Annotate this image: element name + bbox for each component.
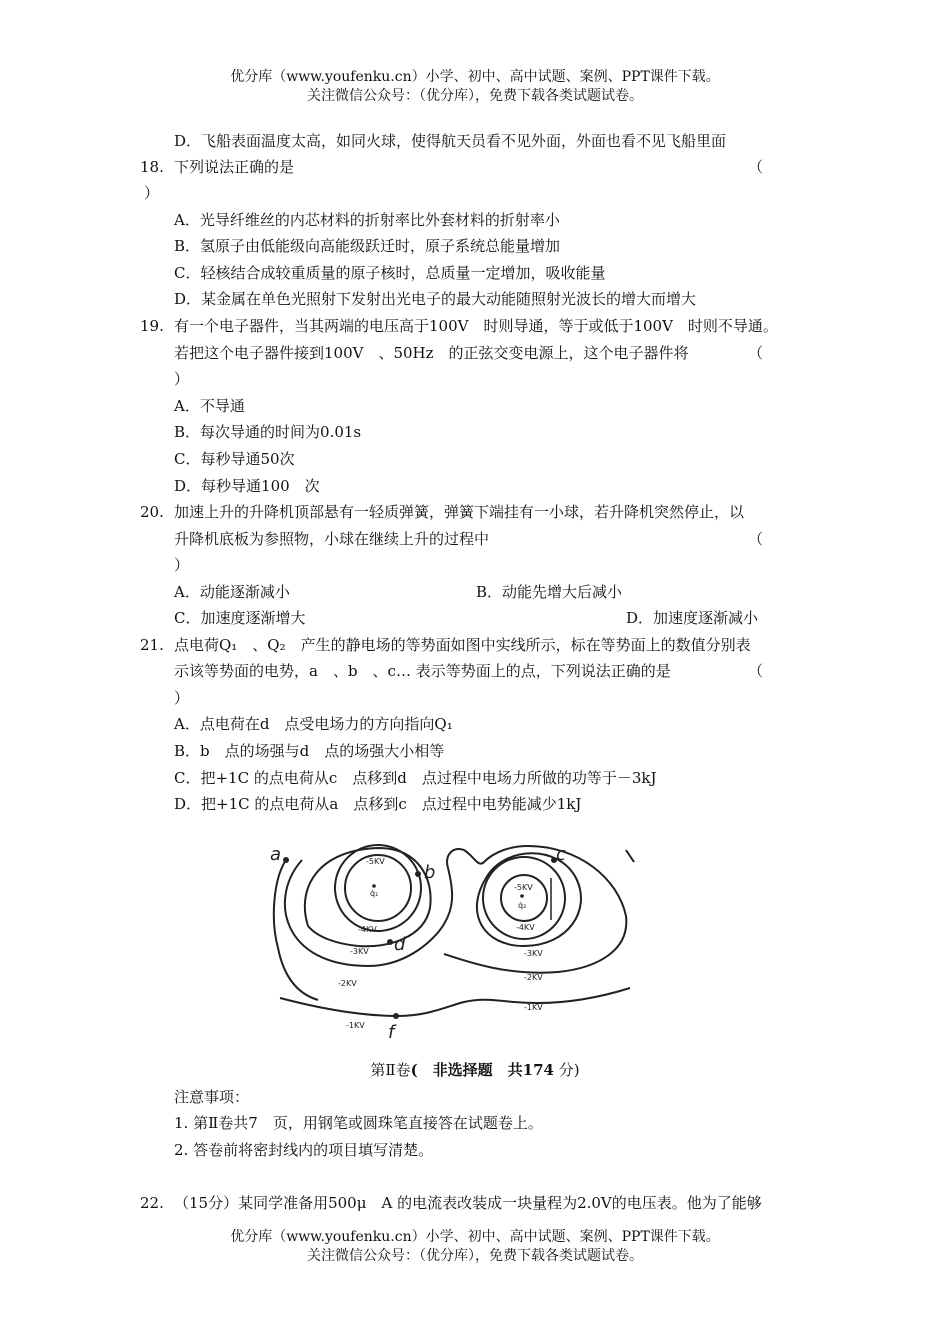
contour-right-tick [626,850,634,862]
label-5kv-left: -5KV [366,857,385,866]
q21-stem-line-1: 点电荷Q₁ 、Q₂ 产生的静电场的等势面如图中实线所示，标在等势面上的数值分别表 [174,636,751,654]
q18-option-b: B．氢原子由低能级向高能级跃迁时，原子系统总能量增加 [174,237,561,255]
section-2-suffix: 分) [558,1061,580,1079]
q21-stem-line-2: 示该等势面的电势，a 、b 、c… 表示等势面上的点，下列说法正确的是 [174,662,671,680]
q21-option-d: D．把+1C 的点电荷从a 点移到c 点过程中电势能减少1kJ [174,795,582,813]
q20-option-d: D．加速度逐渐减小 [626,609,759,627]
q20-stem-line-2: 升降机底板为参照物，小球在继续上升的过程中 [174,530,490,548]
section-2-title [0,1060,950,1080]
point-d-dot [387,939,393,945]
q21-number: 21. [140,636,164,654]
section-2-mid: ( 非选择题 共 [410,1061,523,1079]
q22-number: 22. [140,1194,164,1212]
q20-option-b: B．动能先增大后减小 [476,583,623,601]
equipotential-figure [258,838,650,1046]
q19-stem-line-2: 若把这个电子器件接到100V 、50Hz 的正弦交变电源上，这个电子器件将 [174,344,689,362]
notes-item-2: 2. 答卷前将密封线内的项目填写清楚。 [174,1141,434,1159]
q20-option-c: C．加速度逐渐增大 [174,609,306,627]
q21-paren-open: （ [748,662,764,680]
header-line-1: 优分库（www.youfenku.cn）小学、初中、高中试题、案例、PPT课件下载。 [230,69,720,85]
label-1kv-right: -1KV [524,1003,543,1012]
section-2-prefix: 第Ⅱ卷 [370,1061,411,1079]
q19-number: 19. [140,317,164,335]
notes-item-1: 1. 第Ⅱ卷共7 页，用钢笔或圆珠笔直接答在试题卷上。 [174,1114,543,1132]
label-1kv-left: -1KV [346,1021,365,1030]
q18-number: 18. [140,158,164,176]
q20-paren-close: ） [174,556,190,574]
q2-inner-circle [501,875,547,921]
q18-option-d: D．某金属在单色光照射下发射出光电子的最大动能随照射光波长的增大而增大 [174,290,697,308]
q19-paren-open: （ [748,344,764,362]
label-q1: q̇₁ [370,889,379,898]
q18-paren-open: （ [748,158,764,176]
point-b-dot [415,871,421,877]
footer-line-1: 优分库（www.youfenku.cn）小学、初中、高中试题、案例、PPT课件下载。 [230,1229,720,1245]
label-d: d [394,934,406,955]
q17-option-d: D．飞船表面温度太高，如同火球，使得航天员看不见外面，外面也看不见飞船里面 [174,132,727,150]
q21-option-c: C．把+1C 的点电荷从c 点移到d 点过程中电场力所做的功等于－3kJ [174,769,657,787]
footer-line-2: 关注微信公众号：（优分库），免费下载各类试题试卷。 [307,1248,643,1264]
q18-stem: 下列说法正确的是 [174,158,295,176]
label-2kv-right: -2KV [524,973,543,982]
label-5kv-right: -5KV [514,883,533,892]
q19-paren-close: ） [174,370,190,388]
q19-option-c: C．每秒导通50次 [174,450,295,468]
q1-dot [372,884,376,888]
label-2kv-left: -2KV [338,979,357,988]
q19-option-b: B．每次导通的时间为0.01s [174,423,362,441]
q2-dot [520,894,524,898]
header-line-2: 关注微信公众号：（优分库），免费下载各类试题试卷。 [307,88,643,104]
q21-option-b: B．b 点的场强与d 点的场强大小相等 [174,742,445,760]
contour-1kv [280,988,630,1016]
q18-option-a: A．光导纤维丝的内芯材料的折射率比外套材料的折射率小 [174,211,560,229]
q20-number: 20. [140,503,164,521]
label-q2: q̇₂ [518,901,527,910]
q19-option-a: A．不导通 [174,397,245,415]
q22-stem: （15分）某同学准备用500μ A 的电流表改装成一块量程为2.0V的电压表。他为了能够 [174,1194,762,1212]
section-2-score: 174 [522,1061,554,1079]
q20-option-a: A．动能逐渐减小 [174,583,290,601]
label-3kv-left: -3KV [350,947,369,956]
contour-2kv [285,846,626,973]
q20-paren-open: （ [748,530,764,548]
label-3kv-right: -3KV [524,949,543,958]
q19-option-d: D．每秒导通100 次 [174,477,320,495]
label-4kv-left: -4KV [358,925,377,934]
q18-option-c: C．轻核结合成较重质量的原子核时，总质量一定增加，吸收能量 [174,264,606,282]
q21-option-a: A．点电荷在d 点受电场力的方向指向Q₁ [174,715,453,733]
point-f-dot [393,1013,399,1019]
label-c: c [556,844,566,865]
q21-paren-close: ） [174,689,190,707]
label-4kv-right: -4KV [516,923,535,932]
label-a: a [270,844,282,865]
notes-title: 注意事项： [174,1088,250,1106]
point-a-dot [283,857,289,863]
q18-paren-close: ） [144,184,160,202]
label-b: b [424,862,436,883]
label-f: f [388,1022,395,1043]
q20-stem-line-1: 加速上升的升降机顶部悬有一轻质弹簧，弹簧下端挂有一小球，若升降机突然停止，以 [174,503,745,521]
q19-stem-line-1: 有一个电子器件，当其两端的电压高于100V 时则导通，等于或低于100V 时则不导通。 [174,317,778,335]
